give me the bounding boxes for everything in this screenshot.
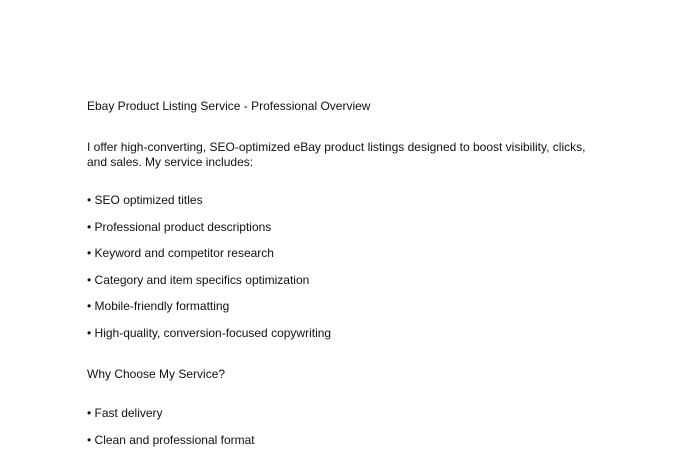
intro-paragraph: I offer high-converting, SEO-optimized eBay product listings designed to boost visibility, clicks, and sales. My service includes: [87,140,586,169]
list-item-copywriting: • High-quality, conversion-focused copywriting [87,326,332,340]
document-title: Ebay Product Listing Service - Professional Overview [87,99,371,113]
list-item-seo-titles: • SEO optimized titles [87,193,203,207]
list-item-mobile-formatting: • Mobile-friendly formatting [87,299,230,313]
list-item-category-optimization: • Category and item specifics optimization [87,273,310,287]
list-item-clean-format: • Clean and professional format [87,433,255,447]
list-item-descriptions: • Professional product descriptions [87,220,272,234]
list-item-keyword-research: • Keyword and competitor research [87,246,274,260]
list-item-fast-delivery: • Fast delivery [87,406,163,420]
why-heading: Why Choose My Service? [87,367,226,381]
